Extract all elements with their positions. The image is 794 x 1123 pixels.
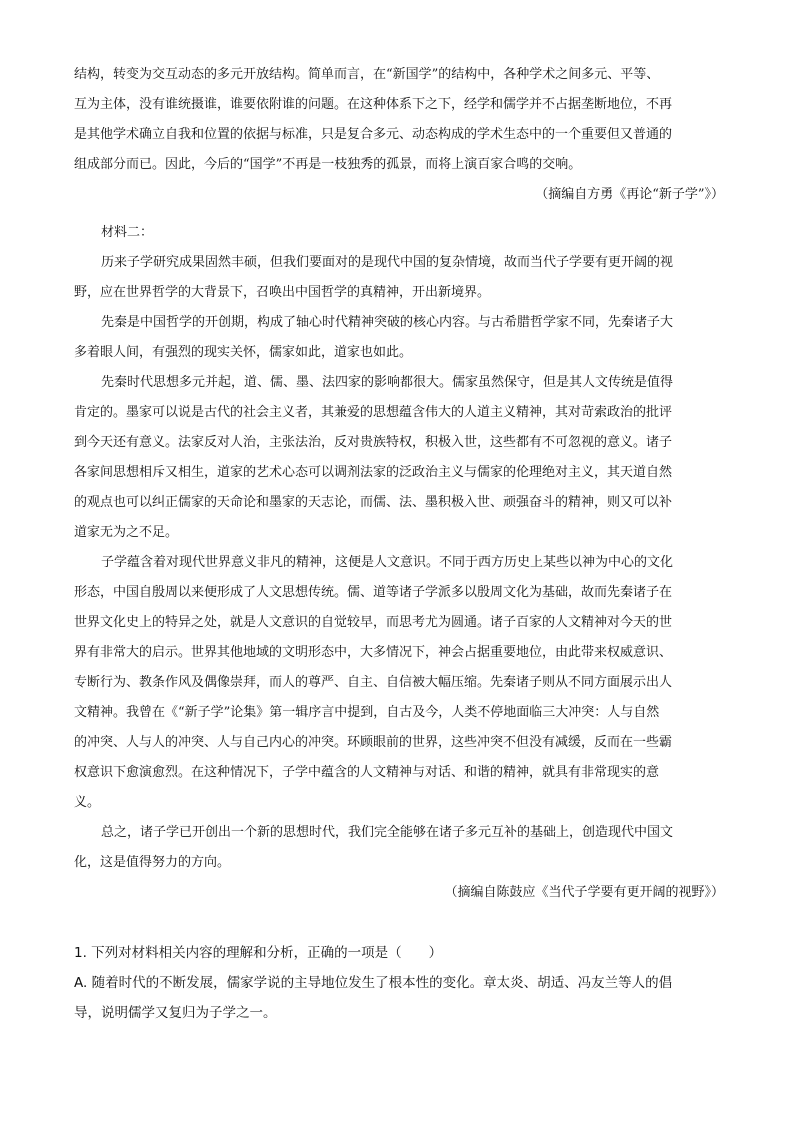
source-citation-1: （摘编自方勇《再论“新子学”》） bbox=[535, 187, 724, 202]
question-stem: 1. 下列对材料相关内容的理解和分析，正确的一项是（ ） bbox=[74, 945, 443, 961]
material2-heading: 材料二： bbox=[101, 225, 154, 240]
paragraph bbox=[74, 368, 724, 548]
text-line: 是其他学术确立自我和位置的依据与标准，只是复合多元、动态构成的学术生态中的一个重要但又普通的 bbox=[74, 127, 673, 142]
text-line: 世界文化史上的特异之处，就是人文意识的自觉较早，而思考尤为圆通。诸子百家的人文精神对今天的世 bbox=[74, 615, 673, 630]
text-line: 先秦时代思想多元并起，道、儒、墨、法四家的影响都很大。儒家虽然保守，但是其人文传统是值得 bbox=[101, 375, 674, 390]
text-line: 多着眼人间，有强烈的现实关怀，儒家如此，道家也如此。 bbox=[74, 345, 413, 360]
text-line: 到今天还有意义。法家反对人治，主张法治，反对贵族特权，积极入世，这些都有不可忽视的意义。诸子 bbox=[74, 435, 673, 450]
text-line: 形态，中国自殷周以来便形成了人文思想传统。儒、道等诸子学派多以殷周文化为基础，故而先秦诸子在 bbox=[74, 585, 673, 600]
text-line: 各家间思想相斥又相生，道家的艺术心态可以调剂法家的泛政治主义与儒家的伦理绝对主义，其天道自然 bbox=[74, 465, 673, 480]
text-line: 野，应在世界哲学的大背景下，召唤出中国哲学的真精神，开出新境界。 bbox=[74, 285, 491, 300]
paragraph bbox=[74, 308, 724, 368]
paragraph bbox=[74, 248, 724, 308]
text-line: 先秦是中国哲学的开创期，构成了轴心时代精神突破的核心内容。与古希腊哲学家不同，先秦诸子大 bbox=[101, 315, 674, 330]
text-line: 子学蕴含着对现代世界意义非凡的精神，这便是人文意识。不同于西方历史上某些以神为中心的文化 bbox=[101, 555, 674, 570]
paragraph bbox=[74, 818, 724, 878]
paragraph bbox=[74, 548, 724, 818]
material1-tail bbox=[74, 60, 724, 210]
text-line: 界有非常大的启示。世界其他地域的文明形态中，大多情况下，神会占据重要地位，由此带来权威意识、 bbox=[74, 645, 673, 660]
text-line: 结构，转变为交互动态的多元开放结构。简单而言，在“新国学”的结构中，各种学术之间多元、平等、 bbox=[74, 67, 660, 82]
text-line: 的冲突、人与人的冲突、人与自己内心的冲突。环顾眼前的世界，这些冲突不但没有减缓，反而在一些霸 bbox=[74, 735, 673, 750]
text-line: 总之，诸子学已开创出一个新的思想时代，我们完全能够在诸子多元互补的基础上，创造现代中国文 bbox=[101, 825, 674, 840]
text-line: 道家无为之不足。 bbox=[74, 525, 179, 540]
text-line: 肯定的。墨家可以说是古代的社会主义者，其兼爱的思想蕴含伟大的人道主义精神，其对苛索政治的批评 bbox=[74, 405, 673, 420]
text-line: 化，这是值得努力的方向。 bbox=[74, 855, 231, 870]
text-line: 权意识下愈演愈烈。在这种情况下，子学中蕴含的人文精神与对话、和谐的精神，就具有非常现实的意 bbox=[74, 765, 660, 780]
material2 bbox=[74, 218, 724, 908]
text-line: 义。 bbox=[74, 795, 101, 810]
text-line: 历来子学研究成果固然丰硕，但我们要面对的是现代中国的复杂情境，故而当代子学要有更开阔的视 bbox=[101, 255, 674, 270]
option-a-line: A. 随着时代的不断发展，儒家学说的主导地位发生了根本性的变化。章太炎、胡适、冯友兰等人的倡 bbox=[74, 975, 673, 991]
text-line: 文精神。我曾在《“新子学”论集》第一辑序言中提到，自古及今，人类不停地面临三大冲突：人与自然 bbox=[74, 705, 660, 720]
option-a-line: 导，说明儒学又复归为子学之一。 bbox=[74, 1005, 277, 1021]
source-citation-2: （摘编自陈鼓应《当代子学要有更开阔的视野》） bbox=[444, 885, 724, 900]
question-1 bbox=[74, 938, 724, 1028]
text-line: 组成部分而已。因此，今后的“国学”不再是一枝独秀的孤景，而将上演百家合鸣的交响。 bbox=[74, 157, 582, 172]
text-line: 互为主体，没有谁统摄谁，谁要依附谁的问题。在这种体系下之下，经学和儒学并不占据垄断地位，不再 bbox=[74, 97, 673, 112]
text-line: 的观点也可以纠正儒家的天命论和墨家的天志论，而儒、法、墨积极入世、顽强奋斗的精神，则又可以补 bbox=[74, 495, 673, 510]
text-line: 专断行为、教条作风及偶像崇拜，而人的尊严、自主、自信被大幅压缩。先秦诸子则从不同方面展示出人 bbox=[74, 675, 673, 690]
